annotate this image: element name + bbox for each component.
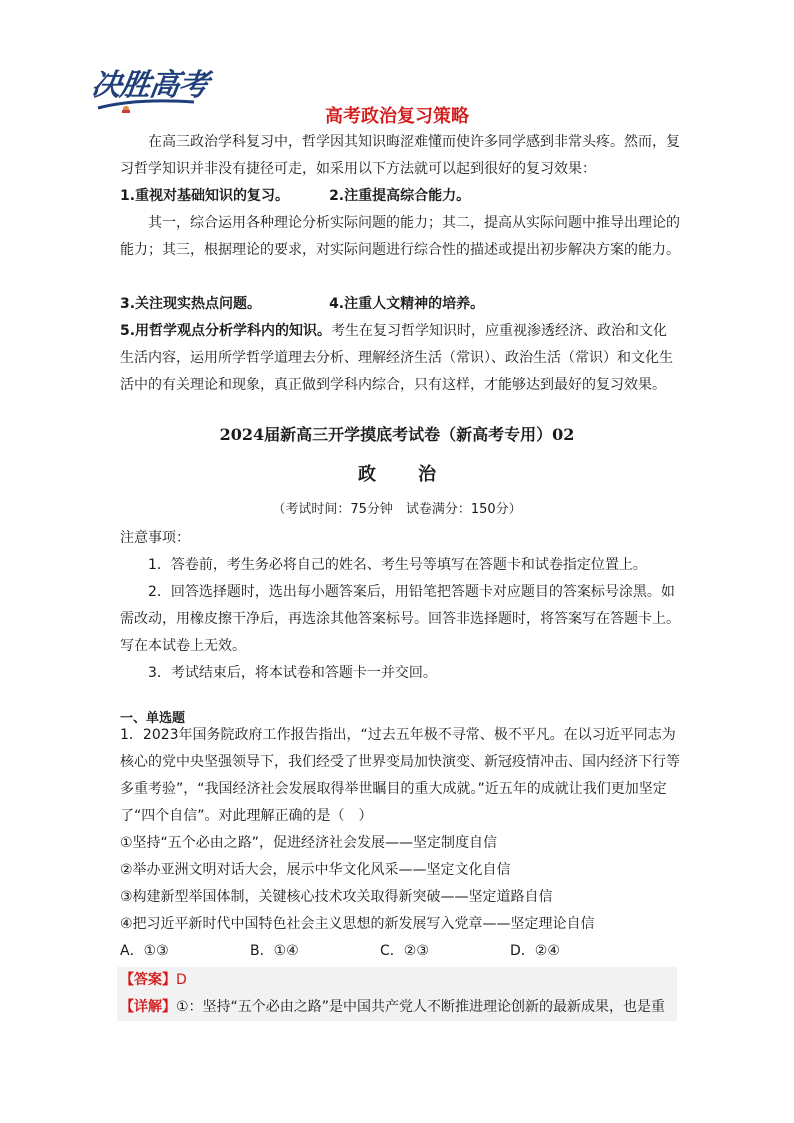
question-item: ②举办亚洲文明对话大会，展示中华文化风采——坚定文化自信 [120, 862, 511, 878]
option-a: A．①③ [120, 943, 169, 959]
strategy-point-4: 4.注重人文精神的培养。 [329, 296, 485, 312]
answer-line [117, 967, 677, 994]
answer-options [120, 938, 640, 965]
section-title: 一、单选题 [120, 711, 186, 726]
question-item: ①坚持“五个必由之路”，促进经济社会发展——坚定制度自信 [120, 835, 498, 851]
answer-value: D [176, 972, 187, 988]
strategy-title: 高考政治复习策略 [325, 106, 469, 127]
option-d: D．②④ [510, 943, 560, 959]
note-item: 1．答卷前，考生务必将自己的姓名、考生号等填写在答题卡和试卷指定位置上。 [148, 557, 647, 573]
question-1 [120, 722, 680, 965]
answer-tag: 【答案】 [120, 972, 176, 988]
answer-box [117, 967, 677, 1021]
detail-tag: 【详解】 [120, 999, 176, 1015]
strategy-point-3: 3.关注现实热点问题。 [120, 296, 262, 312]
detail-line [117, 994, 677, 1021]
strategy-point-5-head: 5.用哲学观点分析学科内的知识。 [120, 323, 332, 339]
strategy-points-3-4 [120, 291, 680, 318]
exam-subject: 政治 [358, 464, 478, 485]
strategy-point-2: 2.注重提高综合能力。 [329, 188, 471, 204]
option-b: B．①④ [250, 943, 299, 959]
notes-heading: 注意事项： [120, 530, 190, 546]
strategy-point-5-body: 考生在复习哲学知识时，应重视渗透经济、政治和文化生活内容，运用所学哲学道理去分析、理解经济生活（常识）、政治生活（常识）和文化生活中的有关理论和现象，真正做到学科内综合，只有这样，才能够达到最好的复习效果。 [120, 323, 673, 393]
note-item: 2．回答选择题时，选出每小题答案后，用铅笔把答题卡对应题目的答案标号涂黑。如需改动，用橡皮擦干净后，再选涂其他答案标号。回答非选择题时，将答案写在答题卡上。写在本试卷上无效。 [120, 584, 680, 654]
note-item: 3．考试结束后，将本试卷和答题卡一并交回。 [148, 665, 437, 681]
logo-text: 决胜高考 [89, 68, 210, 103]
option-c: C．②③ [380, 943, 429, 959]
strategy-ability: 其一，综合运用各种理论分析实际问题的能力；其二，提高从实际问题中推导出理论的能力；其三，根据理论的要求，对实际问题进行综合性的描述或提出初步解决方案的能力。 [120, 215, 680, 258]
strategy-points-1-2 [120, 183, 680, 210]
strategy-point-5 [120, 318, 680, 399]
strategy-intro: 在高三政治学科复习中，哲学因其知识晦涩难懂而使许多同学感到非常头疼。然而，复习哲学知识并非没有捷径可走，如采用以下方法就可以起到很好的复习效果： [120, 134, 680, 177]
strategy-point-1: 1.重视对基础知识的复习。 [120, 188, 290, 204]
exam-notes [120, 525, 680, 687]
question-item: ④把习近平新时代中国特色社会主义思想的新发展写入党章——坚定理论自信 [120, 916, 595, 932]
question-item: ③构建新型举国体制，关键核心技术攻关取得新突破——坚定道路自信 [120, 889, 553, 905]
exam-info: （考试时间：75分钟 试卷满分：150分） [272, 502, 522, 517]
detail-text: ①：坚持“五个必由之路”是中国共产党人不断推进理论创新的最新成果，也是重 [176, 999, 666, 1015]
question-stem: 1．2023年国务院政府工作报告指出，“过去五年极不寻常、极不平凡。在以习近平同志为核心的党中央坚强领导下，我们经受了世界变局加快演变、新冠疫情冲击、国内经济下行等多重考验”，“我国经济社会发展取得举世瞩目的重大成就。”近五年的成就让我们更加坚定了“四个自信”。对此理解正确的是（ ） [120, 727, 680, 824]
exam-title: 2024届新高三开学摸底考试卷（新高考专用）02 [219, 425, 575, 444]
